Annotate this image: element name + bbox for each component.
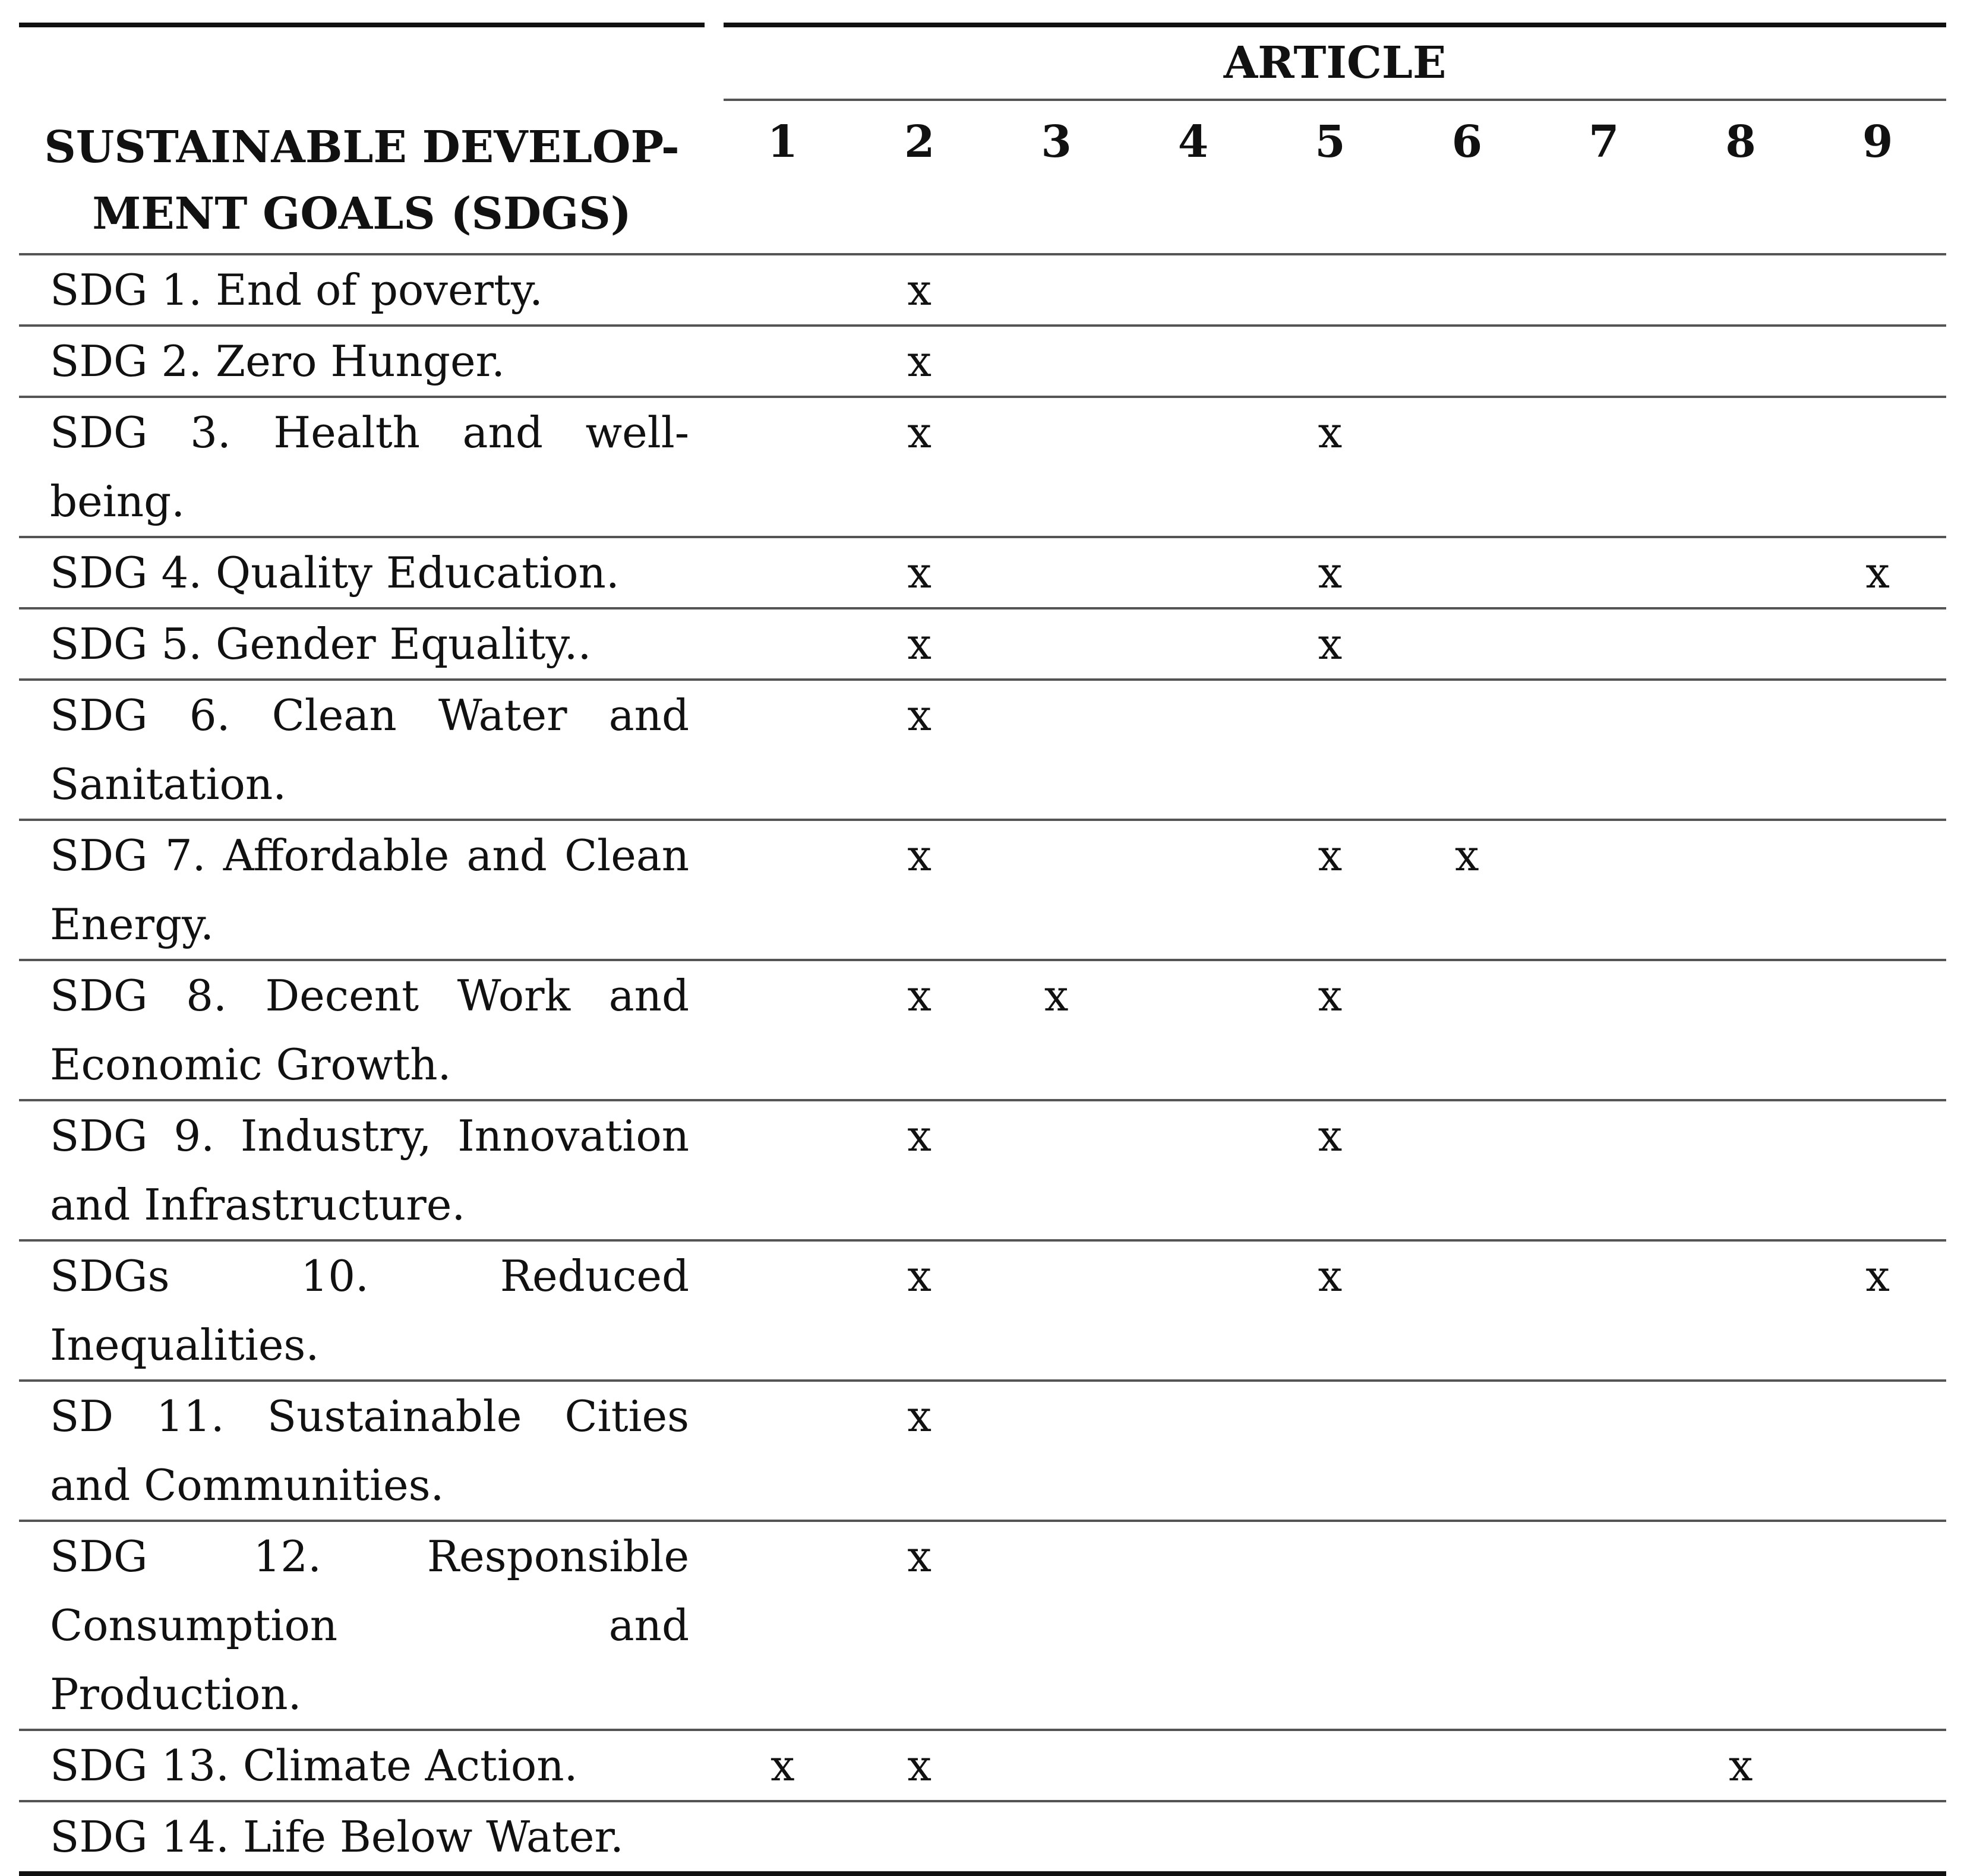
goal-cell: SDG 2. Zero Hunger.	[19, 326, 714, 397]
table-row	[19, 1381, 1946, 1521]
article-mark-cell	[1536, 326, 1672, 397]
article-mark-cell	[1398, 326, 1535, 397]
article-mark-cell: x	[1809, 537, 1946, 608]
article-mark-cell: x	[851, 326, 988, 397]
article-mark-cell	[1125, 1801, 1261, 1874]
article-mark-cell: x	[851, 254, 988, 326]
article-mark-cell	[714, 537, 851, 608]
goal-cell: SDG 1. End of poverty.	[19, 254, 714, 326]
article-mark-cell: x	[851, 1240, 988, 1381]
article-mark-cell: x	[851, 537, 988, 608]
article-mark-cell: x	[851, 1521, 988, 1730]
article-mark-cell	[1125, 1381, 1261, 1521]
article-mark-cell: x	[1672, 1730, 1809, 1801]
article-mark-cell	[1809, 1521, 1946, 1730]
article-mark-cell	[1398, 1730, 1535, 1801]
article-mark-cell	[988, 1100, 1125, 1240]
article-mark-cell: x	[851, 1730, 988, 1801]
article-mark-cell: x	[1262, 537, 1398, 608]
article-mark-cell	[1809, 1801, 1946, 1874]
article-mark-cell	[1125, 1240, 1261, 1381]
article-mark-cell	[714, 960, 851, 1100]
article-mark-cell	[714, 397, 851, 537]
article-number-header: 1	[714, 100, 851, 254]
article-mark-cell	[714, 680, 851, 820]
article-mark-cell	[1262, 254, 1398, 326]
article-mark-cell	[1262, 1730, 1398, 1801]
article-mark-cell	[714, 1521, 851, 1730]
article-mark-cell	[1672, 1100, 1809, 1240]
article-mark-cell	[1809, 608, 1946, 680]
table-row	[19, 537, 1946, 608]
table-row	[19, 608, 1946, 680]
article-mark-cell	[1672, 397, 1809, 537]
article-mark-cell	[714, 1801, 851, 1874]
article-mark-cell	[988, 254, 1125, 326]
article-mark-cell	[1536, 1240, 1672, 1381]
article-number-header: 5	[1262, 100, 1398, 254]
article-mark-cell	[1398, 1381, 1535, 1521]
article-mark-cell	[1262, 1381, 1398, 1521]
article-mark-cell: x	[714, 1730, 851, 1801]
article-mark-cell: x	[1398, 820, 1535, 960]
article-mark-cell	[1536, 820, 1672, 960]
article-mark-cell: x	[1262, 1100, 1398, 1240]
article-mark-cell	[714, 608, 851, 680]
goal-cell: SDG 6. Clean Water and Sanitation.	[19, 680, 714, 820]
article-mark-cell: x	[851, 608, 988, 680]
article-mark-cell: x	[851, 960, 988, 1100]
article-mark-cell: x	[851, 397, 988, 537]
article-mark-cell	[1125, 1730, 1261, 1801]
goal-cell: SDG 12. Responsible Consumption and Production.	[19, 1521, 714, 1730]
article-mark-cell	[1809, 397, 1946, 537]
article-mark-cell	[1809, 326, 1946, 397]
article-number-header: 3	[988, 100, 1125, 254]
article-mark-cell: x	[1262, 397, 1398, 537]
sdg-article-table	[19, 23, 1946, 1876]
article-mark-cell	[1672, 326, 1809, 397]
article-number-header: 9	[1809, 100, 1946, 254]
goal-cell: SDG 14. Life Below Water.	[19, 1801, 714, 1874]
article-mark-cell	[988, 537, 1125, 608]
article-mark-cell	[1809, 254, 1946, 326]
table-row	[19, 254, 1946, 326]
article-mark-cell	[1536, 680, 1672, 820]
goal-cell: SDG 5. Gender Equality..	[19, 608, 714, 680]
table-row	[19, 680, 1946, 820]
article-mark-cell	[1398, 1100, 1535, 1240]
article-number-header: 4	[1125, 100, 1261, 254]
article-mark-cell	[988, 1381, 1125, 1521]
article-mark-cell	[1398, 680, 1535, 820]
article-mark-cell	[988, 680, 1125, 820]
goal-cell: SDG 4. Quality Education.	[19, 537, 714, 608]
goal-column-header: SUSTAINABLE DEVELOP-MENT GOALS (SDGS)	[19, 25, 714, 254]
article-mark-cell	[1125, 680, 1261, 820]
article-mark-cell	[714, 820, 851, 960]
table-row	[19, 326, 1946, 397]
table-row	[19, 1730, 1946, 1801]
article-number-header: 7	[1536, 100, 1672, 254]
sdg-article-table-container	[19, 23, 1946, 1876]
article-mark-cell	[1672, 1381, 1809, 1521]
article-mark-cell	[1262, 1521, 1398, 1730]
article-mark-cell	[1536, 537, 1672, 608]
article-mark-cell	[1809, 1381, 1946, 1521]
article-mark-cell	[1809, 1730, 1946, 1801]
article-mark-cell	[1672, 820, 1809, 960]
article-mark-cell: x	[851, 820, 988, 960]
article-mark-cell	[988, 326, 1125, 397]
table-body	[19, 254, 1946, 1874]
table-row	[19, 1240, 1946, 1381]
table-row	[19, 820, 1946, 960]
table-row	[19, 960, 1946, 1100]
article-mark-cell	[1536, 254, 1672, 326]
article-mark-cell	[1809, 680, 1946, 820]
article-mark-cell	[1398, 608, 1535, 680]
article-mark-cell	[1398, 1801, 1535, 1874]
article-mark-cell	[1809, 960, 1946, 1100]
article-mark-cell: x	[988, 960, 1125, 1100]
article-mark-cell	[1672, 960, 1809, 1100]
article-mark-cell	[1398, 254, 1535, 326]
article-mark-cell	[1125, 537, 1261, 608]
article-mark-cell	[988, 1801, 1125, 1874]
article-mark-cell	[714, 326, 851, 397]
article-mark-cell: x	[1262, 820, 1398, 960]
goal-cell: SDG 13. Climate Action.	[19, 1730, 714, 1801]
article-mark-cell	[1125, 254, 1261, 326]
article-mark-cell	[1672, 1521, 1809, 1730]
article-mark-cell	[1125, 960, 1261, 1100]
article-mark-cell	[1398, 1240, 1535, 1381]
article-mark-cell	[1536, 1521, 1672, 1730]
article-mark-cell	[988, 820, 1125, 960]
article-mark-cell	[1262, 680, 1398, 820]
article-mark-cell	[1809, 1100, 1946, 1240]
article-mark-cell	[1672, 254, 1809, 326]
table-row	[19, 1521, 1946, 1730]
article-mark-cell	[714, 254, 851, 326]
article-mark-cell	[988, 1730, 1125, 1801]
article-mark-cell	[1398, 960, 1535, 1100]
article-mark-cell: x	[1262, 960, 1398, 1100]
article-mark-cell: x	[851, 680, 988, 820]
article-mark-cell	[1125, 326, 1261, 397]
table-row	[19, 397, 1946, 537]
goal-cell: SD 11. Sustainable Cities and Communities.	[19, 1381, 714, 1521]
article-mark-cell	[1536, 1100, 1672, 1240]
article-mark-cell	[1125, 1521, 1261, 1730]
article-mark-cell	[988, 397, 1125, 537]
article-mark-cell	[988, 608, 1125, 680]
table-row	[19, 1100, 1946, 1240]
article-mark-cell	[714, 1100, 851, 1240]
article-mark-cell	[1125, 1100, 1261, 1240]
article-mark-cell	[1672, 1240, 1809, 1381]
article-mark-cell	[1672, 1801, 1809, 1874]
goal-cell: SDG 9. Industry, Innovation and Infrastructure.	[19, 1100, 714, 1240]
table-header	[19, 25, 1946, 254]
article-mark-cell	[1262, 1801, 1398, 1874]
goal-cell: SDG 3. Health and well-being.	[19, 397, 714, 537]
article-mark-cell	[1672, 680, 1809, 820]
article-mark-cell	[1398, 1521, 1535, 1730]
article-number-header: 8	[1672, 100, 1809, 254]
article-number-header: 2	[851, 100, 988, 254]
article-mark-cell: x	[851, 1100, 988, 1240]
article-mark-cell	[1398, 397, 1535, 537]
goal-cell: SDG 8. Decent Work and Economic Growth.	[19, 960, 714, 1100]
article-mark-cell	[1672, 608, 1809, 680]
article-mark-cell: x	[1262, 608, 1398, 680]
article-mark-cell	[1809, 820, 1946, 960]
article-mark-cell	[851, 1801, 988, 1874]
article-number-header: 6	[1398, 100, 1535, 254]
article-mark-cell	[1536, 960, 1672, 1100]
goal-cell: SDGs 10. Reduced Inequalities.	[19, 1240, 714, 1381]
header-row-article	[19, 25, 1946, 100]
article-mark-cell	[1536, 608, 1672, 680]
table-row	[19, 1801, 1946, 1874]
article-mark-cell: x	[1262, 1240, 1398, 1381]
article-mark-cell	[1536, 1381, 1672, 1521]
article-mark-cell	[714, 1240, 851, 1381]
article-mark-cell	[1125, 608, 1261, 680]
article-group-header: ARTICLE	[714, 25, 1946, 100]
article-mark-cell	[988, 1240, 1125, 1381]
article-mark-cell	[1398, 537, 1535, 608]
article-mark-cell: x	[1809, 1240, 1946, 1381]
goal-cell: SDG 7. Affordable and Clean Energy.	[19, 820, 714, 960]
article-mark-cell	[1536, 1730, 1672, 1801]
article-mark-cell	[1262, 326, 1398, 397]
article-mark-cell	[1672, 537, 1809, 608]
article-mark-cell	[1125, 397, 1261, 537]
article-mark-cell	[1125, 820, 1261, 960]
article-mark-cell	[988, 1521, 1125, 1730]
article-mark-cell	[714, 1381, 851, 1521]
article-mark-cell: x	[851, 1381, 988, 1521]
article-mark-cell	[1536, 397, 1672, 537]
article-mark-cell	[1536, 1801, 1672, 1874]
